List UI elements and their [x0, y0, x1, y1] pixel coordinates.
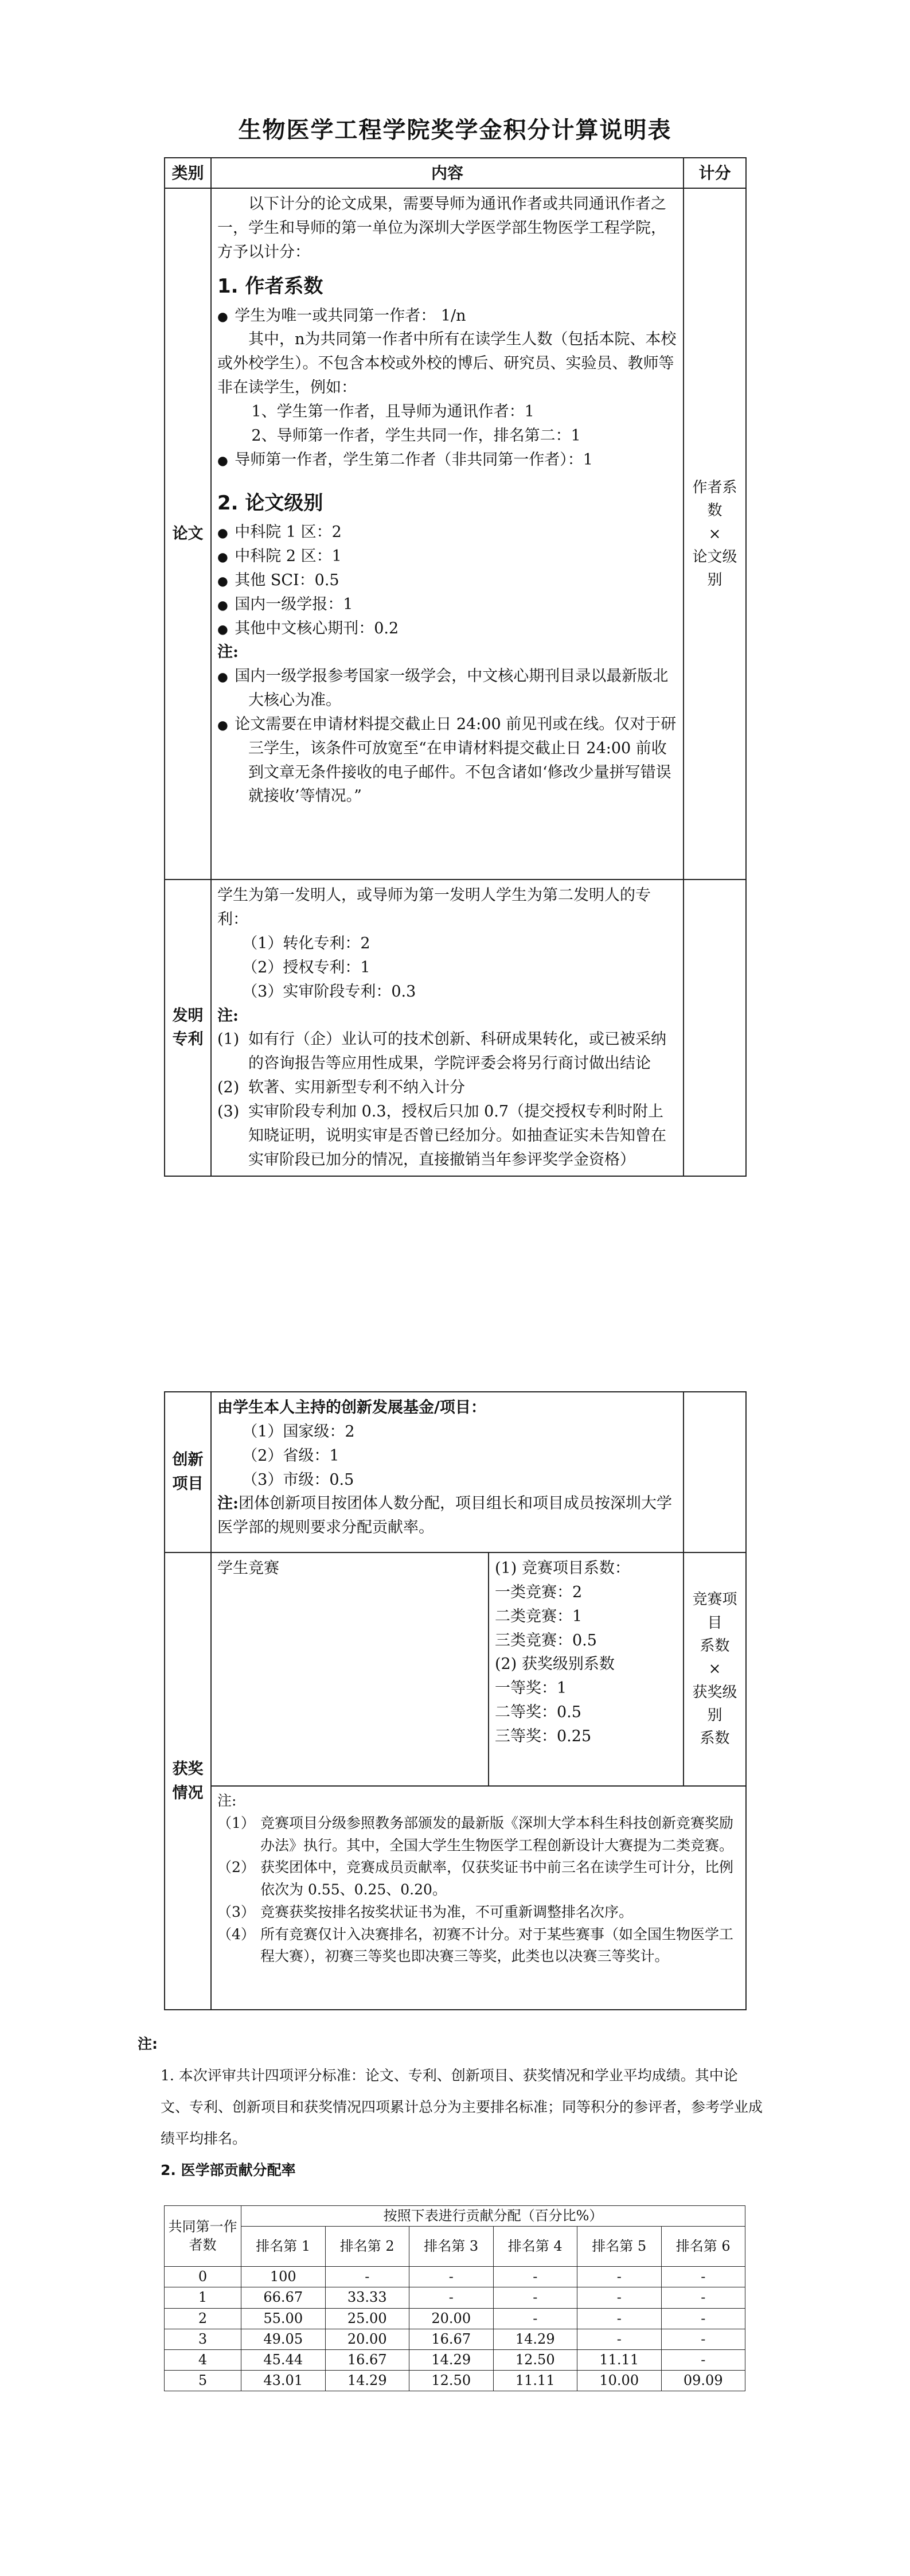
award-row: [165, 1552, 746, 1786]
paper-row: [165, 188, 746, 880]
table-cell: 66.67: [241, 2287, 326, 2308]
table-cell: 09.09: [661, 2371, 745, 2391]
paper-score-formula: [684, 188, 746, 880]
coefficient-line: 三等奖：0.25: [495, 1727, 592, 1745]
table-cell: 49.05: [241, 2329, 326, 2349]
table-row: [165, 2308, 745, 2329]
paper-note: 论文需要在申请材料提交截止日 24:00 前见刊或在线。仅对于研三学生，该条件可放宽至“在申请材料提交截止日 24:00 前收到文章无条件接收的电子邮件。不包含诸如‘修改少量拼写错误就接收’等情况。”: [235, 715, 677, 806]
score-line: 获奖级别: [692, 1683, 737, 1724]
bullet-icon: [217, 620, 235, 637]
table-cell: 16.67: [409, 2329, 494, 2349]
bullet-icon: [217, 571, 235, 589]
innovation-note-label: 注:: [217, 1495, 239, 1513]
table-cell: -: [493, 2287, 577, 2308]
header-content: 内容: [211, 158, 684, 188]
table-cell: 14.29: [493, 2329, 577, 2349]
table-cell: 11.11: [493, 2371, 577, 2391]
table-cell: 1: [165, 2287, 241, 2308]
patent-note-label: 注:: [217, 1006, 239, 1025]
column-header: 排名第 5: [577, 2227, 662, 2267]
innovation-item: （3）市级：0.5: [242, 1470, 354, 1489]
paper-category: 论文: [165, 188, 211, 880]
table-cell: 10.00: [577, 2371, 662, 2391]
bullet-icon: [217, 715, 235, 733]
coefficient-line: (1) 竞赛项目系数：: [495, 1559, 630, 1577]
table-cell: 20.00: [325, 2329, 409, 2349]
award-score-formula: [684, 1552, 746, 1786]
award-note: 获奖团体中，竞赛成员贡献率，仅获奖证书中前三名在读学生可计分，比例依次为 0.55、0.25、0.20。: [260, 1859, 734, 1898]
paper-note: 国内一级学报参考国家一级学会，中文核心期刊目录以最新版北大核心为准。: [235, 667, 669, 710]
level-item: 中科院 2 区：1: [235, 547, 342, 566]
column-header: 排名第 1: [241, 2227, 326, 2267]
table-cell: 43.01: [241, 2371, 326, 2391]
table-cell: -: [577, 2267, 662, 2287]
table-cell: 12.50: [493, 2349, 577, 2370]
award-notes: [211, 1786, 746, 2010]
award-note: 竞赛获奖按排名按奖状证书为准，不可重新调整排名次序。: [260, 1903, 634, 1920]
innovation-category: 创新项目: [165, 1392, 211, 1552]
header-category: 类别: [165, 158, 211, 188]
note-number: (2): [217, 1079, 240, 1097]
award-coefficients: [489, 1552, 684, 1786]
table-cell: -: [661, 2329, 745, 2349]
column-header: 排名第 3: [409, 2227, 494, 2267]
paper-intro: 以下计分的论文成果，需要导师为通讯作者或共同通讯作者之一，学生和导师的第一单位为深圳大学医学部生物医学工程学院，方予以计分：: [217, 195, 666, 262]
note-number: （1）: [217, 1814, 255, 1831]
bullet-icon: [217, 596, 235, 613]
innovation-score-cell: [684, 1392, 746, 1552]
scoring-table-part-2: [164, 1391, 747, 2010]
level-item: 其他中文核心期刊：0.2: [235, 619, 399, 637]
patent-note: 实审阶段专利加 0.3，授权后只加 0.7（提交授权专利时附上知晓证明，说明实审是否曾已经加分。如抽查证实未告知曾在实审阶段已加分的情况，直接撤销当年参评奖学金资格）: [248, 1102, 666, 1169]
table-row: [165, 2349, 745, 2370]
table-cell: -: [409, 2287, 494, 2308]
award-note: 所有竞赛仅计入决赛排名，初赛不计分。对于某些赛事（如全国生物医学工程大赛），初赛三等奖也即决赛三等奖，此类也以决赛三等奖计。: [260, 1925, 734, 1965]
table-cell: 45.44: [241, 2349, 326, 2370]
column-header: 排名第 4: [493, 2227, 577, 2267]
note-number: (1): [217, 1030, 240, 1049]
award-note: 竞赛项目分级参照教务部颁发的最新版《深圳大学本科生科技创新竞赛奖励办法》执行。其中，全国大学生生物医学工程创新设计大赛提为二类竞赛。: [260, 1814, 734, 1854]
award-notes-row: [165, 1786, 746, 2010]
award-note-label: 注:: [217, 1792, 237, 1809]
coefficient-line: 二等奖：0.5: [495, 1703, 581, 1722]
coefficient-line: 三类竞赛：0.5: [495, 1631, 597, 1649]
example-1: 1、学生第一作者，且导师为通讯作者：1: [251, 402, 534, 421]
award-category: 获奖情况: [165, 1552, 211, 2010]
table-cell: 3: [165, 2329, 241, 2349]
innovation-row: [165, 1392, 746, 1552]
bullet-icon: [217, 523, 235, 541]
patent-content: [211, 880, 684, 1176]
table-cell: 33.33: [325, 2287, 409, 2308]
second-author-rule: 导师第一作者，学生第二作者（非共同第一作者）：1: [235, 450, 593, 469]
patent-item: （3）实审阶段专利：0.3: [242, 982, 416, 1001]
coefficient-line: (2) 获奖级别系数: [495, 1655, 615, 1674]
sole-first-author-rule: 学生为唯一或共同第一作者： 1/n: [235, 306, 466, 325]
first-author-explanation: 其中，n为共同第一作者中所有在读学生人数（包括本院、本校或外校学生）。不包含本校或外校的博后、研究员、实验员、教师等非在读学生，例如：: [217, 330, 677, 397]
table-cell: -: [661, 2349, 745, 2370]
note-number: (3): [217, 1102, 240, 1120]
coefficient-line: 一等奖：1: [495, 1679, 567, 1698]
table-cell: 12.50: [409, 2371, 494, 2391]
table-row: [165, 2329, 745, 2349]
bullet-icon: [217, 547, 235, 565]
score-line: ×: [708, 1660, 721, 1678]
table-cell: 0: [165, 2267, 241, 2287]
table-cell: 11.11: [577, 2349, 662, 2370]
table-cell: 14.29: [325, 2371, 409, 2391]
table-cell: -: [325, 2267, 409, 2287]
table-cell: 14.29: [409, 2349, 494, 2370]
bullet-icon: [217, 667, 235, 685]
patent-intro: 学生为第一发明人，或导师为第一发明人学生为第二发明人的专利：: [217, 886, 651, 929]
example-2: 2、导师第一作者，学生共同一作，排名第二：1: [251, 426, 581, 445]
patent-note: 软著、实用新型专利不纳入计分: [248, 1079, 465, 1097]
table-cell: -: [577, 2287, 662, 2308]
score-line: 系数: [700, 1730, 730, 1748]
table-cell: 20.00: [409, 2308, 494, 2329]
paper-content: [211, 188, 684, 880]
contribution-table: [164, 2205, 745, 2391]
patent-item: （2）授权专利：1: [242, 958, 370, 976]
contribution-table-body: [165, 2267, 745, 2391]
bullet-icon: [217, 451, 235, 469]
table-cell: -: [577, 2329, 662, 2349]
page-title: 生物医学工程学院奖学金积分计算说明表: [238, 117, 672, 143]
paper-level-heading: 2. 论文级别: [217, 491, 323, 515]
patent-item: （1）转化专利：2: [242, 935, 370, 953]
note-number: （2）: [217, 1859, 255, 1876]
innovation-heading: 由学生本人主持的创新发展基金/项目：: [217, 1399, 486, 1417]
author-coefficient-heading: 1. 作者系数: [217, 274, 323, 298]
paper-note-label: 注:: [217, 643, 239, 661]
table-cell: -: [577, 2308, 662, 2329]
footer-notes: [138, 2028, 763, 2186]
table-cell: 100: [241, 2267, 326, 2287]
note-number: （4）: [217, 1925, 255, 1943]
innovation-item: （2）省级：1: [242, 1446, 339, 1465]
table-row: [165, 2371, 745, 2391]
footer-note-2: 2. 医学部贡献分配率: [161, 2162, 296, 2178]
table-cell: -: [661, 2308, 745, 2329]
coefficient-line: 二类竞赛：1: [495, 1607, 583, 1625]
level-item: 其他 SCI：0.5: [235, 571, 339, 589]
table-cell: 2: [165, 2308, 241, 2329]
table-cell: 5: [165, 2371, 241, 2391]
table-caption: 按照下表进行贡献分配（百分比%）: [241, 2206, 745, 2227]
table-cell: -: [661, 2287, 745, 2308]
table-cell: 55.00: [241, 2308, 326, 2329]
table-cell: -: [661, 2267, 745, 2287]
table-cell: 25.00: [325, 2308, 409, 2329]
patent-note: 如有行（企）业认可的技术创新、科研成果转化，或已被采纳的咨询报告等应用性成果，学院评委会将另行商讨做出结论: [248, 1030, 666, 1073]
header-score: 计分: [684, 158, 746, 188]
score-line: 竞赛项目: [692, 1591, 737, 1632]
note-number: （3）: [217, 1903, 255, 1920]
footer-note-label: 注:: [138, 2036, 158, 2052]
innovation-item: （1）国家级：2: [242, 1422, 355, 1441]
level-item: 中科院 1 区：2: [235, 523, 342, 542]
column-header: 排名第 2: [325, 2227, 409, 2267]
table-cell: -: [493, 2267, 577, 2287]
patent-category: 发明专利: [165, 880, 211, 1176]
score-line: 系数: [700, 1637, 730, 1655]
innovation-content: [211, 1392, 684, 1552]
scoring-table-part-1: [164, 157, 747, 1177]
patent-row: [165, 880, 746, 1176]
score-line: 论文级别: [692, 548, 737, 589]
table-cell: -: [493, 2308, 577, 2329]
table-cell: 16.67: [325, 2349, 409, 2370]
coefficient-line: 一类竞赛：2: [495, 1583, 583, 1601]
table-cell: -: [409, 2267, 494, 2287]
table-row: [165, 2267, 745, 2287]
table-cell: 4: [165, 2349, 241, 2370]
bullet-icon: [217, 307, 235, 325]
patent-score-cell: [684, 880, 746, 1176]
footer-note-1: 1. 本次评审共计四项评分标准：论文、专利、创新项目、获奖情况和学业平均成绩。其中论文、专利、创新项目和获奖情况四项累计总分为主要排名标准；同等积分的参评者，参考学业成绩平均排名。: [161, 2067, 763, 2147]
score-line: 作者系数: [692, 479, 737, 520]
innovation-note: 团体创新项目按团体人数分配，项目组长和项目成员按深圳大学医学部的规则要求分配贡献率。: [217, 1495, 672, 1537]
column-header: 排名第 6: [661, 2227, 745, 2267]
score-line: ×: [708, 525, 721, 543]
table-row: [165, 2287, 745, 2308]
competition-label: 学生竞赛: [211, 1552, 489, 1786]
row-header: 共同第一作者数: [165, 2206, 241, 2267]
level-item: 国内一级学报：1: [235, 595, 353, 613]
